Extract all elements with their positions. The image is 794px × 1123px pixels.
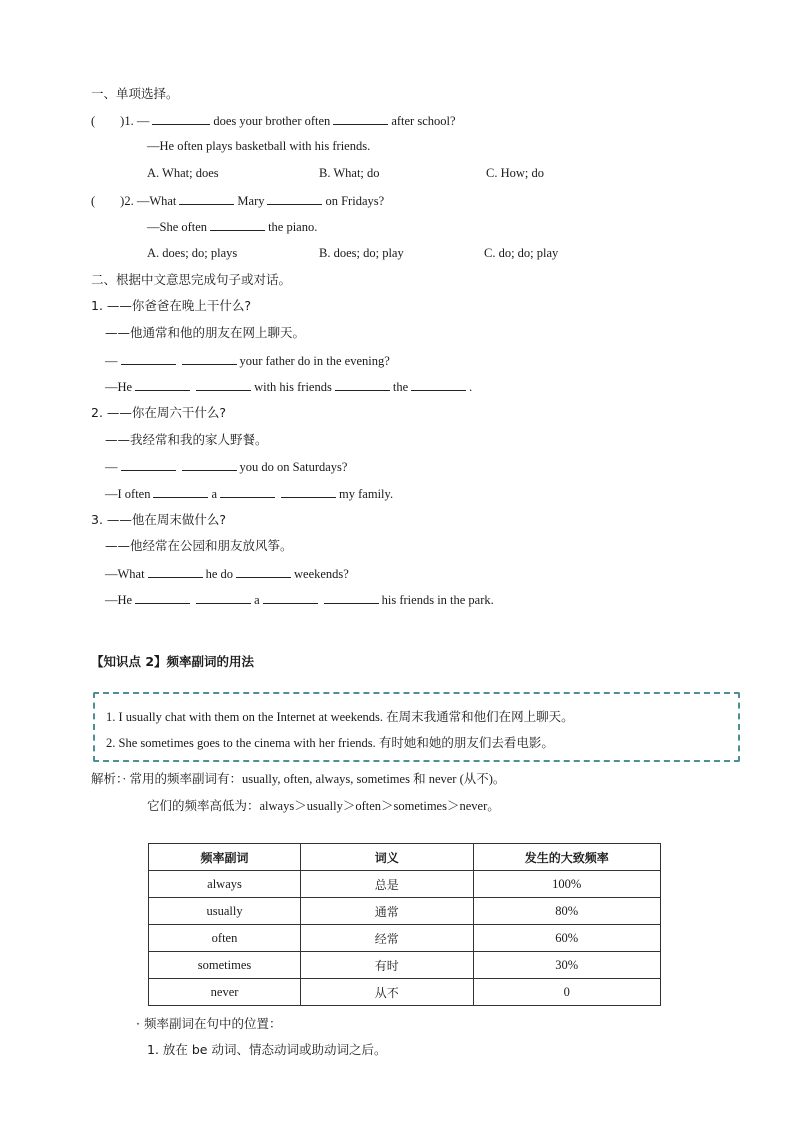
example-2: 2. She sometimes goes to the cinema with her friends. 有时她和她的朋友们去看电影。 bbox=[106, 736, 554, 750]
question-text: does your brother often bbox=[213, 114, 331, 128]
blank[interactable] bbox=[411, 378, 466, 391]
table-cell: 0 bbox=[473, 979, 661, 1006]
text: your father do in the evening? bbox=[239, 354, 390, 368]
option-a: A. does; do; plays bbox=[147, 246, 238, 260]
text: the bbox=[392, 380, 409, 394]
answer-text: —She often bbox=[147, 220, 208, 234]
blank[interactable] bbox=[121, 352, 176, 365]
text: his friends in the park. bbox=[381, 593, 494, 607]
table-cell: sometimes bbox=[149, 952, 301, 979]
item-1-english-question bbox=[105, 352, 390, 369]
question-text: on Fridays? bbox=[325, 194, 385, 208]
table-cell: 100% bbox=[473, 871, 661, 898]
blank[interactable] bbox=[182, 458, 237, 471]
table-cell: 60% bbox=[473, 925, 661, 952]
table-cell: 经常 bbox=[301, 925, 473, 952]
blank[interactable] bbox=[281, 485, 336, 498]
question-number: 2. bbox=[124, 194, 134, 208]
text: a bbox=[211, 487, 218, 501]
blank[interactable] bbox=[179, 192, 234, 205]
option-b: B. What; do bbox=[319, 166, 380, 180]
table-row bbox=[149, 979, 661, 1006]
table-cell: 30% bbox=[473, 952, 661, 979]
option-b: B. does; do; play bbox=[319, 246, 404, 260]
table-cell: never bbox=[149, 979, 301, 1006]
blank[interactable] bbox=[335, 378, 390, 391]
text: —He bbox=[105, 593, 133, 607]
item-2-english-question bbox=[105, 458, 347, 475]
analysis-line-2: 它们的频率高低为：always＞usually＞often＞sometimes＞never。 bbox=[147, 799, 500, 813]
table-row bbox=[149, 871, 661, 898]
item-3-chinese-question: 3. ——他在周末做什么? bbox=[91, 512, 227, 527]
table-cell: 总是 bbox=[301, 871, 473, 898]
blank[interactable] bbox=[135, 591, 190, 604]
text: a bbox=[254, 593, 260, 607]
option-a: A. What; does bbox=[147, 166, 219, 180]
section2-heading: 二、根据中文意思完成句子或对话。 bbox=[91, 272, 292, 287]
text: with his friends bbox=[254, 380, 332, 394]
knowledge-title: 【知识点 2】频率副词的用法 bbox=[91, 654, 255, 669]
blank[interactable] bbox=[267, 192, 322, 205]
dash: — bbox=[136, 114, 150, 128]
question-text: Mary bbox=[237, 194, 265, 208]
table-row bbox=[149, 898, 661, 925]
position-title: · 频率副词在句中的位置： bbox=[136, 1016, 282, 1031]
table-header: 频率副词 bbox=[149, 844, 301, 871]
table-cell: 有时 bbox=[301, 952, 473, 979]
table-row bbox=[149, 925, 661, 952]
option-c: C. do; do; play bbox=[484, 246, 559, 260]
answer-paren: ( ) bbox=[91, 114, 125, 128]
question-text: —What bbox=[136, 194, 177, 208]
item-3-english-answer bbox=[105, 591, 494, 608]
item-2-english-answer bbox=[105, 485, 393, 502]
blank[interactable] bbox=[263, 591, 318, 604]
blank[interactable] bbox=[121, 458, 176, 471]
item-3-chinese-answer: ——他经常在公园和朋友放风筝。 bbox=[105, 538, 293, 553]
blank[interactable] bbox=[220, 485, 275, 498]
item-1-chinese-question: 1. ——你爸爸在晚上干什么? bbox=[91, 298, 252, 313]
text: — bbox=[105, 354, 118, 368]
example-1: 1. I usually chat with them on the Internet at weekends. 在周末我通常和他们在网上聊天。 bbox=[106, 710, 574, 724]
question-text: after school? bbox=[391, 114, 456, 128]
text: —I often bbox=[105, 487, 151, 501]
item-3-english-question bbox=[105, 565, 349, 582]
blank[interactable] bbox=[152, 112, 210, 125]
text: —He bbox=[105, 380, 133, 394]
blank[interactable] bbox=[196, 591, 251, 604]
blank[interactable] bbox=[135, 378, 190, 391]
text: weekends? bbox=[294, 567, 349, 581]
question-1-answer: —He often plays basketball with his friends. bbox=[147, 139, 371, 153]
blank[interactable] bbox=[333, 112, 388, 125]
table-cell: always bbox=[149, 871, 301, 898]
item-1-chinese-answer: ——他通常和他的朋友在网上聊天。 bbox=[105, 325, 306, 340]
question-number: 1. bbox=[124, 114, 134, 128]
table-cell: usually bbox=[149, 898, 301, 925]
question-1 bbox=[91, 112, 456, 129]
table-cell: 从不 bbox=[301, 979, 473, 1006]
analysis-line-1: 解析：· 常用的频率副词有：usually, often, always, sometimes 和 never (从不)。 bbox=[91, 772, 506, 786]
blank[interactable] bbox=[196, 378, 251, 391]
blank[interactable] bbox=[210, 218, 265, 231]
text: my family. bbox=[339, 487, 394, 501]
table-row bbox=[149, 952, 661, 979]
option-c: C. How; do bbox=[486, 166, 544, 180]
table-cell: often bbox=[149, 925, 301, 952]
table-header: 词义 bbox=[301, 844, 473, 871]
blank[interactable] bbox=[148, 565, 203, 578]
position-item-1: 1. 放在 be 动词、情态动词或助动词之后。 bbox=[147, 1042, 387, 1057]
example-box bbox=[93, 692, 740, 762]
item-2-chinese-answer: ——我经常和我的家人野餐。 bbox=[105, 432, 268, 447]
text: . bbox=[469, 380, 473, 394]
section1-heading: 一、单项选择。 bbox=[91, 86, 179, 101]
answer-paren: ( ) bbox=[91, 194, 125, 208]
item-1-english-answer bbox=[105, 378, 472, 395]
text: he do bbox=[205, 567, 234, 581]
frequency-table bbox=[148, 843, 661, 1006]
table-header-row bbox=[149, 844, 661, 871]
blank[interactable] bbox=[182, 352, 237, 365]
table-cell: 通常 bbox=[301, 898, 473, 925]
blank[interactable] bbox=[236, 565, 291, 578]
question-2-answer bbox=[147, 218, 317, 235]
question-2 bbox=[91, 192, 384, 209]
table-header: 发生的大致频率 bbox=[473, 844, 661, 871]
blank[interactable] bbox=[324, 591, 379, 604]
table-cell: 80% bbox=[473, 898, 661, 925]
blank[interactable] bbox=[153, 485, 208, 498]
text: — bbox=[105, 460, 118, 474]
answer-text: the piano. bbox=[268, 220, 318, 234]
text: you do on Saturdays? bbox=[239, 460, 348, 474]
text: —What bbox=[105, 567, 145, 581]
item-2-chinese-question: 2. ——你在周六干什么? bbox=[91, 405, 227, 420]
